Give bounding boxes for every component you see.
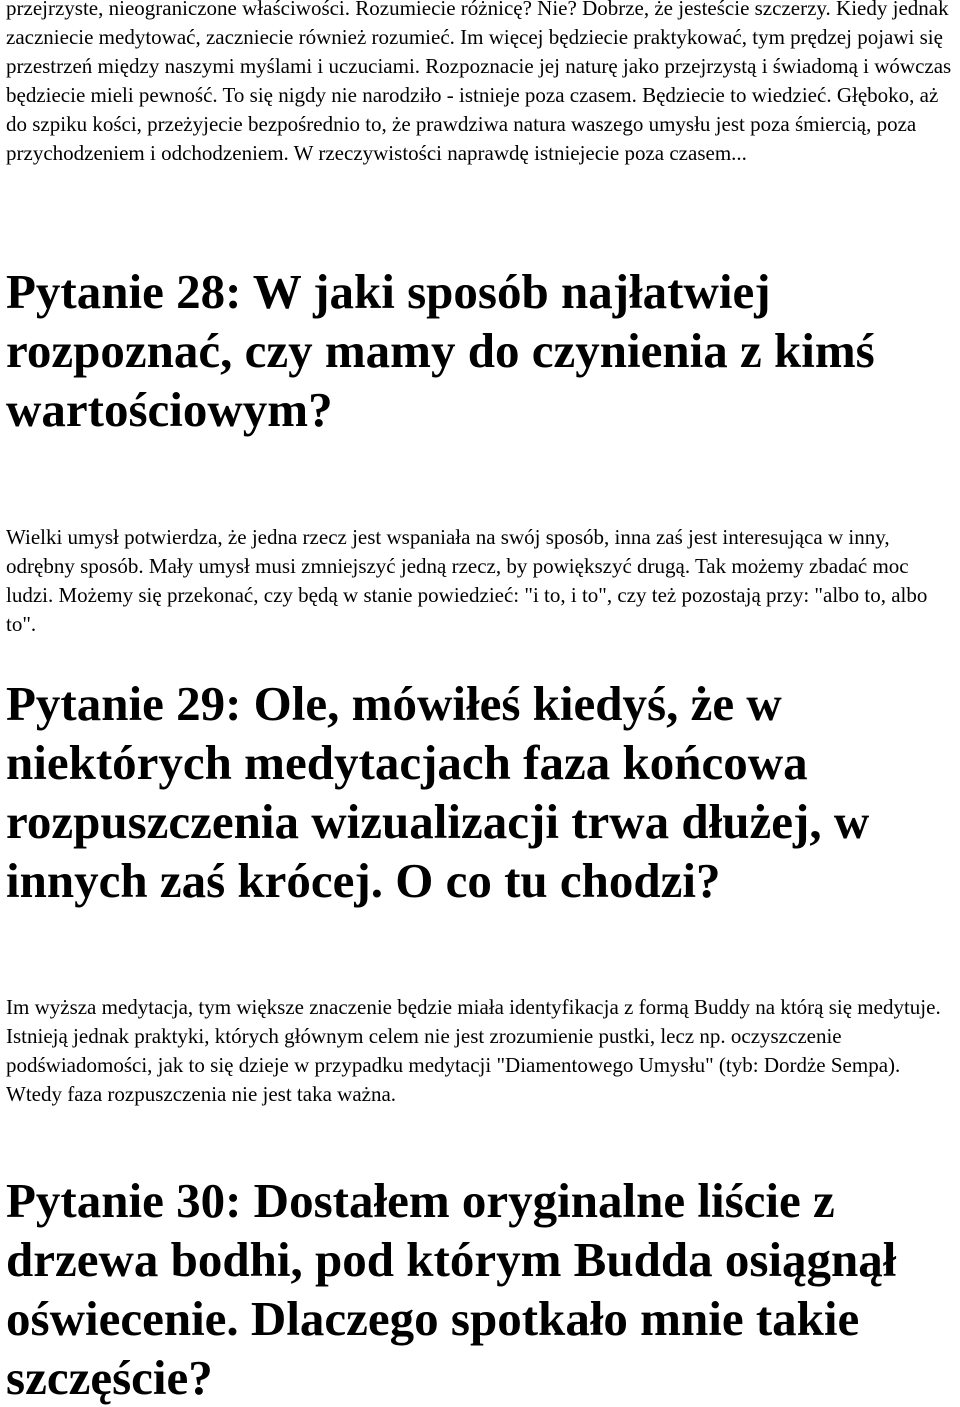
question-28-heading: Pytanie 28: W jaki sposób najłatwiej rozpoznać, czy mamy do czynienia z kimś wartościowym? xyxy=(6,264,875,437)
question-30-heading: Pytanie 30: Dostałem oryginalne liście z drzewa bodhi, pod którym Budda osiągnął oświecenie. Dlaczego spotkało mnie takie szczęście? xyxy=(6,1173,897,1405)
intro-paragraph: przejrzyste, nieograniczone właściwości. Rozumiecie różnicę? Nie? Dobrze, że jesteście szczerzy. Kiedy jednak zaczniecie medytować, zaczniecie również rozumieć. Im więcej będziecie praktykować, tym prędzej pojawi się przestrzeń między naszymi myślami i uczuciami. Rozpoznacie jej naturę jako przejrzystą i świadomą i wówczas będziecie mieli pewność. To się nigdy nie narodziło - istnieje poza czasem. Będziecie to wiedzieć. Głęboko, aż do szpiku kości, przeżyjecie bezpośrednio to, że prawdziwa natura waszego umysłu jest poza śmiercią, poza przychodzeniem i odchodzeniem. W rzeczywistości naprawdę istniejecie poza czasem... xyxy=(6,0,952,165)
question-29-heading: Pytanie 29: Ole, mówiłeś kiedyś, że w niektórych medytacjach faza końcowa rozpuszczenia wizualizacji trwa dłużej, w innych zaś krócej. O co tu chodzi? xyxy=(6,676,870,908)
question-29-answer: Im wyższa medytacja, tym większe znaczenie będzie miała identyfikacja z formą Buddy na którą się medytuje. Istnieją jednak praktyki, których głównym celem nie jest zrozumienie pustki, lecz np. oczyszczenie podświadomości, jak to się dzieje w przypadku medytacji "Diamentowego Umysłu" (tyb: Dordże Sempa). Wtedy faza rozpuszczenia nie jest taka ważna. xyxy=(6,995,941,1106)
question-28-answer: Wielki umysł potwierdza, że jedna rzecz jest wspaniała na swój sposób, inna zaś jest interesująca w inny, odrębny sposób. Mały umysł musi zmniejszyć jedną rzecz, by powiększyć drugą. Tak możemy zbadać moc ludzi. Możemy się przekonać, czy będą w stanie powiedzieć: "i to, i to", czy też pozostają przy: "albo to, albo to". xyxy=(6,525,928,636)
